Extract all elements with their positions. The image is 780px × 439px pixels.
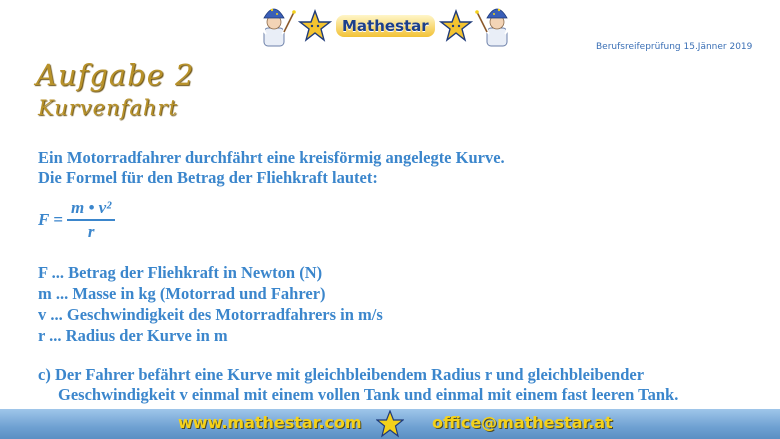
- task-c-line: Geschwindigkeit v einmal mit einem vollen Tank und einmal mit einem fast leeren Tank.: [58, 385, 679, 404]
- definition-item: r ... Radius der Kurve in m: [38, 326, 228, 345]
- footer-bar: [0, 409, 780, 439]
- task-subtitle: Kurvenfahrt: [38, 96, 178, 120]
- definition-item: v ... Geschwindigkeit des Motorradfahrers in m/s: [38, 305, 383, 324]
- website-link[interactable]: www.mathestar.com: [178, 413, 362, 432]
- wizard-icon: [475, 4, 517, 48]
- formula-fraction: [67, 197, 115, 243]
- formula-numerator: m • v²: [67, 197, 115, 221]
- task-c-line: c) Der Fahrer befährt eine Kurve mit gleichbleibendem Radius r und gleichbleibender: [38, 365, 645, 384]
- formula-lhs: F =: [38, 210, 63, 229]
- centrifugal-force-formula: [38, 194, 115, 246]
- task-c: [38, 365, 758, 405]
- star-icon: [376, 410, 404, 438]
- task-title: Aufgabe 2: [36, 58, 195, 92]
- intro-line: Ein Motorradfahrer durchfährt eine kreisförmig angelegte Kurve.: [38, 148, 505, 167]
- definition-item: F ... Betrag der Fliehkraft in Newton (N): [38, 263, 323, 282]
- intro-line: Die Formel für den Betrag der Fliehkraft lautet:: [38, 168, 378, 187]
- intro-text: [38, 148, 758, 188]
- wizard-icon: [254, 4, 296, 48]
- definition-item: m ... Masse in kg (Motorrad und Fahrer): [38, 284, 326, 303]
- variable-definitions: [38, 262, 383, 346]
- star-icon: [439, 9, 473, 43]
- header: [0, 0, 780, 50]
- logo: [254, 4, 517, 48]
- formula-denominator: r: [87, 222, 95, 241]
- star-icon: [298, 9, 332, 43]
- exam-date-note: Berufsreifeprüfung 15.Jänner 2019: [596, 42, 753, 52]
- email-link[interactable]: office@mathestar.at: [432, 413, 613, 432]
- logo-text: Mathestar: [336, 15, 435, 37]
